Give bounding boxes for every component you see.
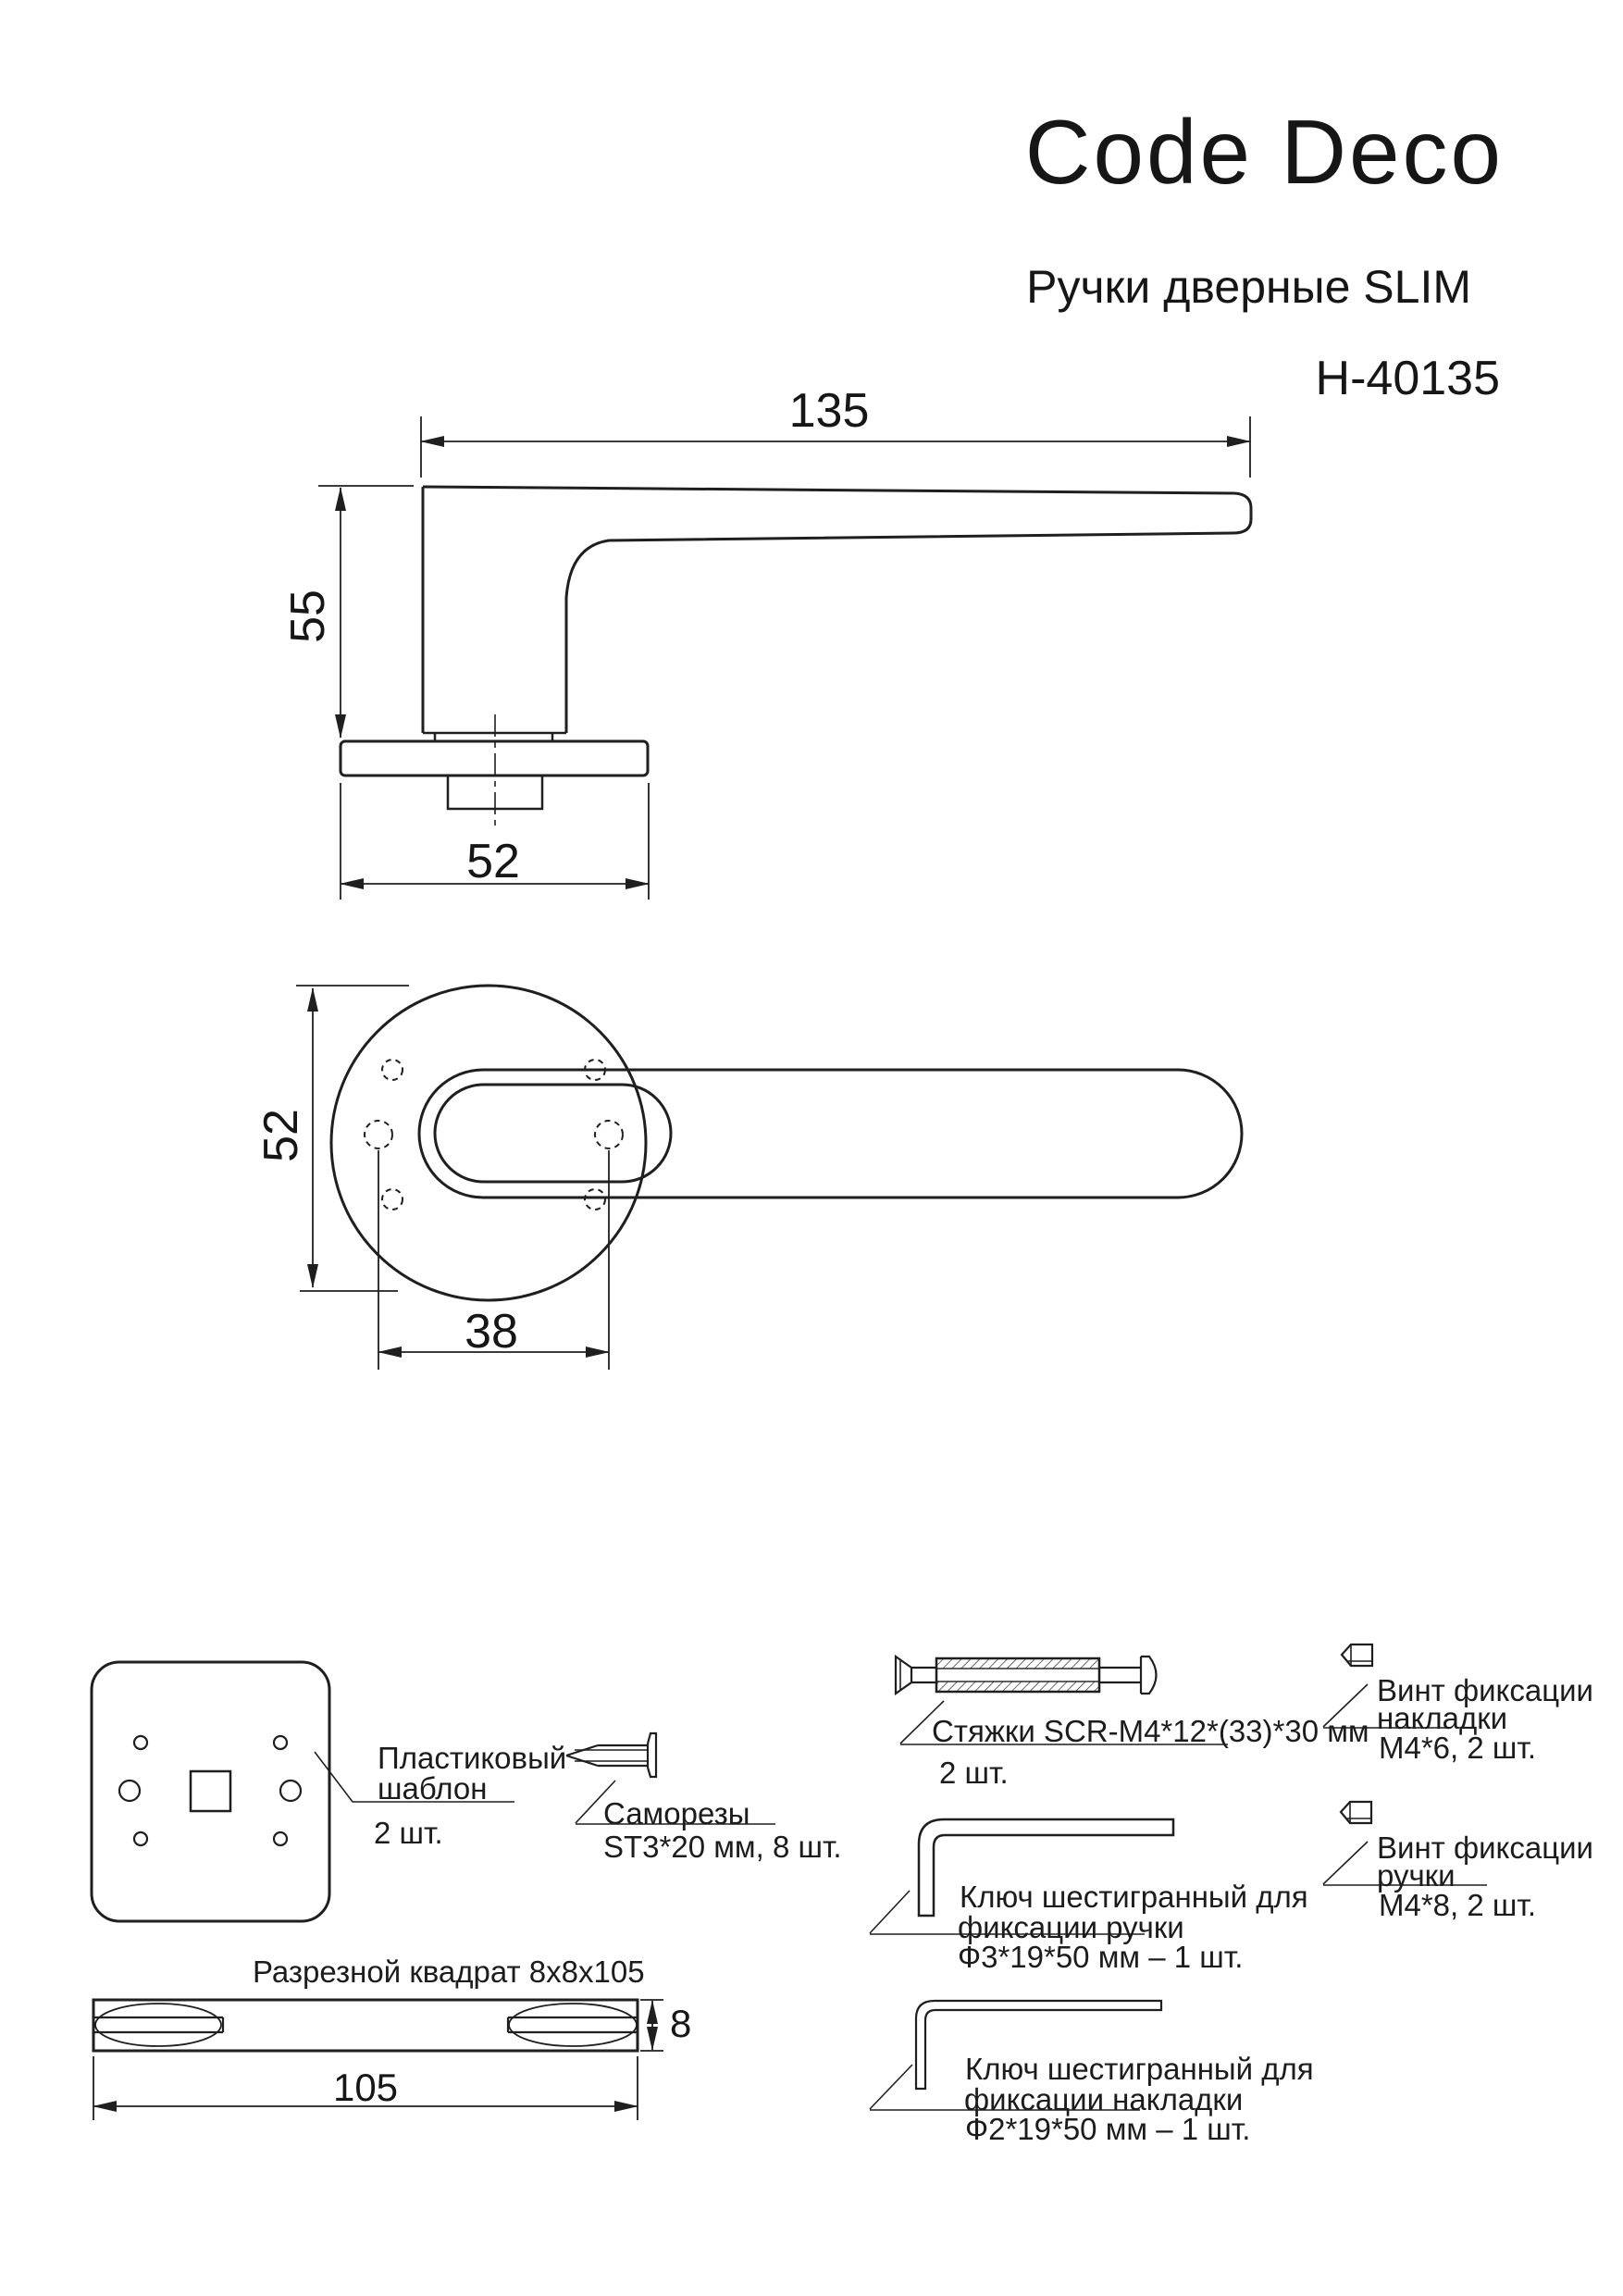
screws-label: Саморезы — [603, 1796, 750, 1831]
set-screw-handle-label-line2: ручки — [1377, 1858, 1456, 1893]
dim-label-8: 8 — [670, 2002, 692, 2045]
set-screw-handle-spec: M4*8, 2 шт. — [1379, 1888, 1536, 1922]
set-screw-handle-label-line1: Винт фиксации — [1377, 1831, 1593, 1865]
hex-key-handle-spec: Ф3*19*50 мм – 1 шт. — [958, 1940, 1244, 1974]
handle-side-outline — [423, 487, 1251, 733]
brand-logo: Code Deco — [1024, 101, 1504, 203]
handle-top-outline — [419, 1070, 1242, 1198]
hex-key-rosette-spec: Ф2*19*50 мм – 1 шт. — [965, 2112, 1251, 2146]
dim-label-135: 135 — [788, 384, 870, 438]
model-number: H-40135 — [1315, 352, 1500, 405]
square-rod-title: Разрезной квадрат 8x8x105 — [253, 1955, 645, 1989]
template-square-hole — [191, 1771, 230, 1811]
set-screw-rosette-spec: M4*6, 2 шт. — [1379, 1731, 1536, 1765]
rosette-side-outline — [341, 741, 648, 776]
set-screw-rosette-label-line2: накладки — [1377, 1701, 1508, 1735]
template-qty: 2 шт. — [374, 1816, 443, 1850]
dimension-8 — [640, 2000, 663, 2051]
hex-key-handle-label-line1: Ключ шестигранный для — [960, 1880, 1308, 1914]
hex-key-handle-label-line2: фиксации ручки — [958, 1910, 1184, 1944]
screw-holes-dashed — [365, 1060, 623, 1210]
template-label-line2: шаблон — [378, 1771, 488, 1806]
dim-label-55: 55 — [281, 590, 335, 643]
set-screw-rosette-label-line1: Винт фиксации — [1377, 1673, 1593, 1707]
side-view-drawing — [318, 416, 1251, 900]
hex-key-rosette-label-line1: Ключ шестигранный для — [965, 2052, 1314, 2086]
dim-label-38: 38 — [465, 1305, 518, 1359]
product-line-title: Ручки дверные SLIM — [1026, 261, 1471, 313]
hex-key-rosette-label-line2: фиксации накладки — [964, 2082, 1244, 2116]
tie-bolts-label: Стяжки SCR-M4*12*(33)*30 мм — [932, 1714, 1369, 1748]
template-label-line1: Пластиковый — [378, 1741, 567, 1775]
handle-slot-outline — [435, 1085, 671, 1182]
dim-label-52-top: 52 — [254, 1109, 308, 1162]
tie-bolts-qty: 2 шт. — [939, 1756, 1009, 1790]
dim-label-52-side: 52 — [466, 835, 520, 888]
top-view-drawing — [296, 986, 1242, 1370]
template-outline — [92, 1662, 329, 1921]
rod-outline — [93, 2000, 638, 2051]
dim-label-105: 105 — [332, 2066, 399, 2109]
screws-spec: ST3*20 мм, 8 шт. — [603, 1830, 842, 1864]
